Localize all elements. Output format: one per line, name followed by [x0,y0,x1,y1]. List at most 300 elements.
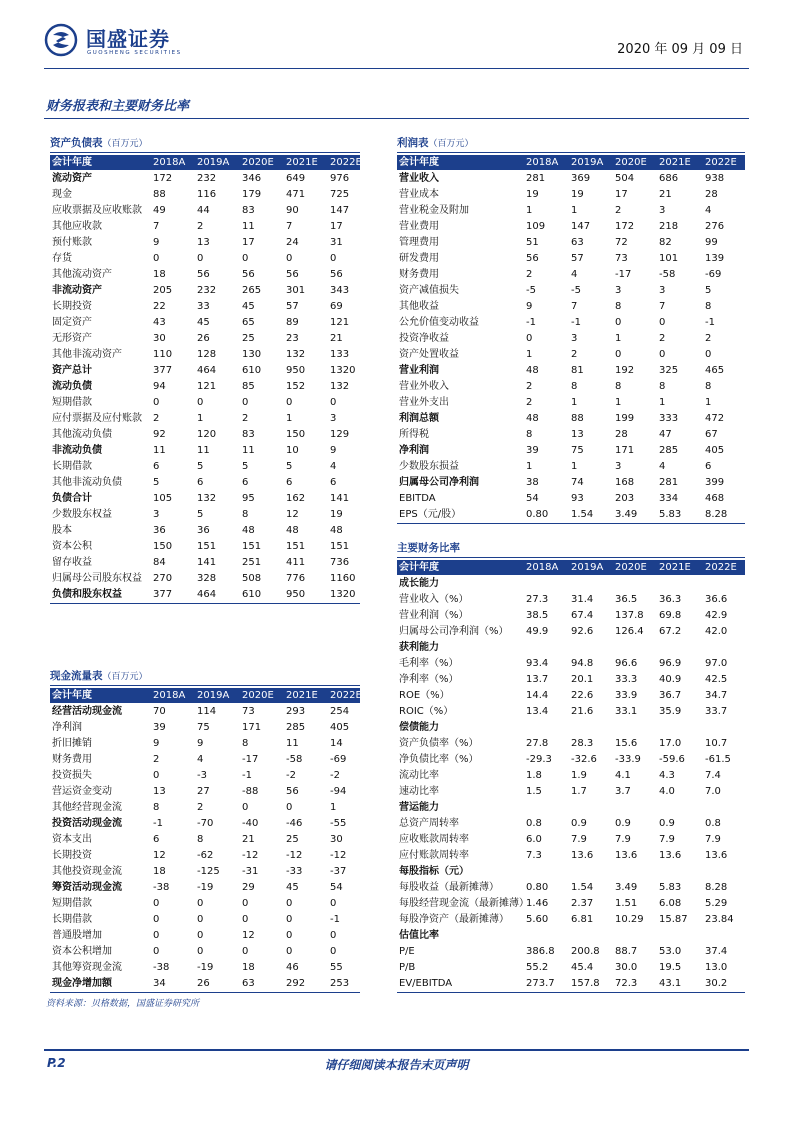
row-value: 31.4 [571,594,594,605]
row-value: 8 [526,429,533,440]
row-value: 38.5 [526,610,549,621]
table-row [397,427,745,443]
row-value: -17 [242,754,259,765]
balance_sheet-bottom-rule [50,603,360,604]
row-value: 8 [153,802,160,813]
row-value: 4.1 [615,770,631,781]
row-value: 5.29 [705,898,728,909]
table-row [50,896,360,912]
row-value: 31 [330,237,343,248]
row-label: 负债合计 [52,493,92,504]
header-year: 2020E [615,157,647,168]
row-value: 5.83 [659,882,682,893]
row-value: 2 [197,802,204,813]
row-value: -46 [286,818,303,829]
row-label: 管理费用 [399,237,439,248]
cash_flow-title [50,668,148,683]
row-value: 28 [705,189,718,200]
header-year: 2021E [286,690,318,701]
row-value: 472 [705,413,725,424]
row-label: 资产减值损失 [399,285,459,296]
row-label: 折旧摊销 [52,738,92,749]
row-value: 399 [705,477,725,488]
row-value: -58 [659,269,676,280]
row-value: 55 [330,962,343,973]
row-value: 3 [615,285,622,296]
table-row [397,896,745,912]
row-value: -55 [330,818,347,829]
row-value: 15.6 [615,738,638,749]
row-value: 725 [330,189,350,200]
row-label: 负债和股东权益 [52,589,122,600]
row-value: 7.9 [705,834,721,845]
row-value: 8 [571,381,578,392]
row-value: 17 [615,189,628,200]
row-value: 0 [242,898,249,909]
header-label: 会计年度 [52,690,92,701]
table-row [397,608,745,624]
row-value: 377 [153,589,173,600]
table-row [50,411,360,427]
income-statement-table [397,135,745,525]
row-value: 45 [197,317,210,328]
row-label: 流动资产 [52,173,92,184]
row-value: 0 [197,914,204,925]
table-row [50,267,360,283]
table-row [397,672,745,688]
row-value: 5 [242,461,249,472]
balance_sheet-unit: （百万元） [102,139,148,149]
row-value: 0 [286,930,293,941]
row-value: 0 [286,898,293,909]
row-label: 营业外支出 [399,397,449,408]
row-value: 46 [286,962,299,973]
row-value: 0 [197,397,204,408]
row-value: 4 [330,461,337,472]
row-value: 2 [615,205,622,216]
row-value: 3 [615,461,622,472]
row-value: 141 [197,557,217,568]
table-row [397,379,745,395]
row-label: 营业费用 [399,221,439,232]
row-value: 1 [286,413,293,424]
row-value: 44 [197,205,210,216]
table-row [397,704,745,720]
table-row [397,656,745,672]
row-value: 4 [197,754,204,765]
row-label: 每股收益（最新摊薄） [399,882,499,893]
row-label: 每股指标（元） [399,866,469,877]
row-value: 56 [286,786,299,797]
row-value: 70 [153,706,166,717]
row-value: 57 [571,253,584,264]
header-year: 2020E [242,157,274,168]
row-value: 88.7 [615,946,638,957]
row-value: 93.4 [526,658,549,669]
table-row [397,235,745,251]
table-row [397,640,745,656]
row-value: 28 [615,429,628,440]
row-value: 276 [705,221,725,232]
row-value: 1320 [330,365,356,376]
table-row [50,427,360,443]
row-value: 48 [286,525,299,536]
row-value: -32.6 [571,754,597,765]
row-value: 6 [242,477,249,488]
row-value: -17 [615,269,632,280]
table-row [397,768,745,784]
table-row [50,587,360,603]
table-row [397,752,745,768]
row-label: 营运资金变动 [52,786,112,797]
row-label: 资本公积增加 [52,946,112,957]
row-value: 43.1 [659,978,682,989]
row-value: 13.4 [526,706,549,717]
table-row [397,800,745,816]
row-value: 0 [242,253,249,264]
row-value: 254 [330,706,350,717]
row-label: EV/EBITDA [399,978,453,989]
table-row [397,299,745,315]
row-value: 24 [286,237,299,248]
row-value: 72 [615,237,628,248]
row-value: 504 [615,173,635,184]
row-label: 留存收益 [52,557,92,568]
row-value: 73 [615,253,628,264]
row-value: 151 [197,541,217,552]
row-value: 293 [286,706,306,717]
row-value: 273.7 [526,978,555,989]
table-row [50,443,360,459]
row-value: 6 [286,477,293,488]
row-value: 56 [526,253,539,264]
row-value: 4 [705,205,712,216]
row-value: 48 [330,525,343,536]
row-value: 0.9 [615,818,631,829]
source-note: 资料来源：贝格数据，国盛证券研究所 [46,999,200,1009]
row-value: 17.0 [659,738,682,749]
row-value: 18 [153,269,166,280]
row-value: 1 [659,397,666,408]
row-value: -3 [197,770,207,781]
row-value: -29.3 [526,754,552,765]
row-value: 7.9 [659,834,675,845]
row-value: 1 [705,397,712,408]
row-value: 172 [615,221,635,232]
table-row [50,752,360,768]
row-value: 150 [286,429,306,440]
row-value: 19 [526,189,539,200]
row-label: 营运能力 [399,802,439,813]
row-value: 21 [242,834,255,845]
row-value: 7 [571,301,578,312]
income_statement-bottom-rule [397,523,745,524]
table-row [397,395,745,411]
row-value: 1160 [330,573,356,584]
table-row [397,624,745,640]
row-value: 179 [242,189,262,200]
row-value: 610 [242,365,262,376]
row-label: 投资活动现金流 [52,818,122,829]
row-value: 3 [153,509,160,520]
row-value: 95 [242,493,255,504]
table-row [50,251,360,267]
ratios-title [397,540,460,555]
row-value: 5 [197,509,204,520]
header-year: 2019A [197,690,230,701]
row-value: 36.6 [705,594,728,605]
ratios-top-rule [397,557,745,558]
row-value: 4.3 [659,770,675,781]
row-value: 22 [153,301,166,312]
row-value: 686 [659,173,679,184]
row-value: 1 [197,413,204,424]
row-label: 应收票据及应收账款 [52,205,142,216]
row-value: 13.6 [705,850,728,861]
row-label: 营业利润 [399,365,439,376]
row-value: 464 [197,365,217,376]
row-value: 137.8 [615,610,644,621]
header-year: 2020E [615,562,647,573]
row-value: 22.6 [571,690,594,701]
row-value: 42.5 [705,674,728,685]
row-value: -33 [286,866,303,877]
row-value: 171 [242,722,262,733]
row-value: 0 [705,349,712,360]
table-row [50,363,360,379]
table-row [50,171,360,187]
row-value: 151 [330,541,350,552]
row-value: 8.28 [705,509,728,520]
table-row [397,720,745,736]
row-value: 147 [330,205,350,216]
row-value: 270 [153,573,173,584]
row-value: 23.84 [705,914,734,925]
row-value: 468 [705,493,725,504]
row-value: 26 [197,978,210,989]
row-value: 12 [153,850,166,861]
row-value: 6 [153,461,160,472]
row-value: 1.54 [571,882,594,893]
row-value: 9 [330,445,337,456]
row-value: 0.9 [571,818,587,829]
row-value: -12 [286,850,303,861]
row-label: 其他流动负债 [52,429,112,440]
row-value: 5 [153,477,160,488]
row-value: 42.0 [705,626,728,637]
brand-logo [44,22,224,62]
row-value: 3 [330,413,337,424]
row-value: 63 [242,978,255,989]
row-label: 营业收入（%） [399,594,469,605]
cash_flow-top-rule [50,685,360,686]
row-value: 0 [659,317,666,328]
row-value: 3.49 [615,509,638,520]
row-value: 90 [286,205,299,216]
row-label: 筹资活动现金流 [52,882,122,893]
row-value: 132 [197,493,217,504]
row-value: 369 [571,173,591,184]
row-value: 96.9 [659,658,682,669]
row-label: 归属母公司净利润 [399,477,479,488]
row-value: 950 [286,589,306,600]
row-value: 74 [571,477,584,488]
row-value: 94 [153,381,166,392]
row-value: 2 [197,221,204,232]
row-label: 存货 [52,253,72,264]
row-value: 464 [197,589,217,600]
row-value: 45 [286,882,299,893]
row-value: -1 [242,770,252,781]
row-value: -58 [286,754,303,765]
row-value: 3.49 [615,882,638,893]
table-row [397,315,745,331]
row-label: 资产总计 [52,365,92,376]
row-label: 短期借款 [52,898,92,909]
row-value: 203 [615,493,635,504]
row-value: 301 [286,285,306,296]
row-value: 63 [571,237,584,248]
row-value: 19.5 [659,962,682,973]
row-value: 386.8 [526,946,555,957]
row-label: 获利能力 [399,642,439,653]
row-value: 11 [153,445,166,456]
table-row [397,880,745,896]
table-row [397,347,745,363]
row-value: 28.3 [571,738,594,749]
row-value: 65 [242,317,255,328]
table-row [50,816,360,832]
balance_sheet-title [50,135,148,150]
table-row [397,203,745,219]
row-value: 7.9 [571,834,587,845]
row-value: 471 [286,189,306,200]
row-value: 120 [197,429,217,440]
row-label: 其他应收款 [52,221,102,232]
row-value: 0 [153,930,160,941]
table-row [397,688,745,704]
row-value: 92.6 [571,626,594,637]
row-value: 1.46 [526,898,549,909]
row-value: 377 [153,365,173,376]
row-value: 199 [615,413,635,424]
section-title: 财务报表和主要财务比率 [46,99,190,114]
row-value: 9 [197,738,204,749]
row-label: 其他流动资产 [52,269,112,280]
row-value: -19 [197,962,214,973]
row-value: 45 [242,301,255,312]
table-row [50,491,360,507]
row-value: 39 [526,445,539,456]
row-label: 毛利率（%） [399,658,459,669]
row-value: 938 [705,173,725,184]
row-value: 292 [286,978,306,989]
row-value: 1.9 [571,770,587,781]
footer-divider [44,1049,749,1051]
header-label: 会计年度 [399,562,439,573]
row-value: 1 [615,397,622,408]
row-value: 92 [153,429,166,440]
row-value: -5 [526,285,536,296]
row-value: -2 [286,770,296,781]
table-row [397,928,745,944]
table-row [397,816,745,832]
row-value: 0 [242,397,249,408]
row-value: 39 [153,722,166,733]
row-value: 42.9 [705,610,728,621]
row-value: 105 [153,493,173,504]
table-row [50,523,360,539]
report-date: 2020 年 09 月 09 日 [617,42,743,57]
row-label: 财务费用 [52,754,92,765]
row-value: 69.8 [659,610,682,621]
row-value: 0 [197,930,204,941]
row-value: 0 [153,253,160,264]
row-value: 116 [197,189,217,200]
row-value: -61.5 [705,754,731,765]
row-value: 8 [615,381,622,392]
row-value: 53.0 [659,946,682,957]
table-row [50,315,360,331]
row-value: 45.4 [571,962,594,973]
table-row [50,832,360,848]
row-value: 6.81 [571,914,594,925]
row-label: 净利润 [52,722,82,733]
row-label: 资本支出 [52,834,92,845]
row-label: 少数股东损益 [399,461,459,472]
row-value: 25 [242,333,255,344]
row-value: -40 [242,818,259,829]
row-value: 5.60 [526,914,549,925]
row-value: 34.7 [705,690,728,701]
row-value: 51 [526,237,539,248]
row-label: 短期借款 [52,397,92,408]
row-value: 200.8 [571,946,600,957]
row-value: 88 [153,189,166,200]
row-value: -19 [197,882,214,893]
row-value: 33.1 [615,706,638,717]
row-value: 8 [242,738,249,749]
row-value: 251 [242,557,262,568]
row-value: 129 [330,429,350,440]
row-label: 总资产周转率 [399,818,459,829]
row-value: 13.7 [526,674,549,685]
row-label: EPS（元/股） [399,509,462,520]
row-label: 其他投资现金流 [52,866,122,877]
table-row [50,347,360,363]
header-year: 2022E [330,157,362,168]
row-label: 研发费用 [399,253,439,264]
row-value: -94 [330,786,347,797]
table-row [397,283,745,299]
table-row [397,267,745,283]
table-row [397,219,745,235]
table-row [397,832,745,848]
row-value: 30 [153,333,166,344]
row-value: 172 [153,173,173,184]
row-value: 47 [659,429,672,440]
row-value: 89 [286,317,299,328]
row-value: 6.08 [659,898,682,909]
row-label: 股本 [52,525,72,536]
table-row [50,928,360,944]
row-value: 21 [330,333,343,344]
row-label: ROIC（%） [399,706,454,717]
row-label: 净负债比率（%） [399,754,479,765]
row-value: 405 [705,445,725,456]
table-row [397,475,745,491]
header-year: 2020E [242,690,274,701]
